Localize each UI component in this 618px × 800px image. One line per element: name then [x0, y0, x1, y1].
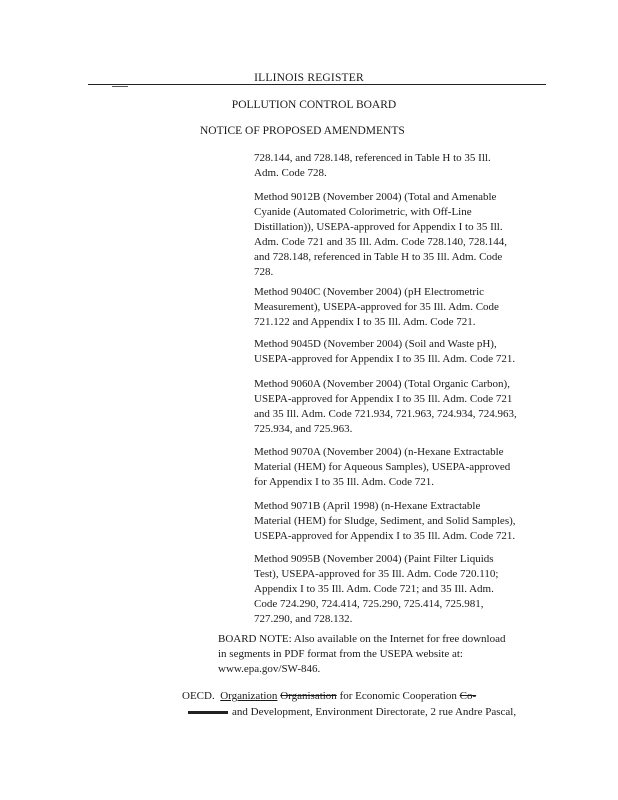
- text-line: Code 724.290, 724.414, 725.290, 725.414, 725.981,: [254, 598, 484, 610]
- text-line: for Appendix I to 35 Ill. Adm. Code 721.: [254, 476, 434, 488]
- text-line: Method 9070A (November 2004) (n-Hexane Extractable: [254, 446, 504, 458]
- text-line: Method 9012B (November 2004) (Total and Amenable: [254, 191, 497, 203]
- method-9095b: [254, 552, 554, 627]
- struck-out-mark: [188, 711, 228, 714]
- text-block-1: [254, 151, 554, 181]
- text-line: USEPA-approved for Appendix I to 35 Ill. Adm. Code 721: [254, 393, 513, 405]
- text-line: 728.144, and 728.148, referenced in Table H to 35 Ill.: [254, 152, 491, 164]
- text-line: and 728.148, referenced in Table H to 35 Ill. Adm. Code: [254, 251, 503, 263]
- text-line: USEPA-approved for Appendix I to 35 Ill. Adm. Code 721.: [254, 353, 516, 365]
- oecd-text: and Development, Environment Directorate, 2 rue Andre Pascal,: [232, 706, 517, 718]
- method-9060a: [254, 377, 554, 437]
- text-line: Adm. Code 721 and 35 Ill. Adm. Code 728.140, 728.144,: [254, 236, 507, 248]
- text-line: Distillation)), USEPA-approved for Appendix I to 35 Ill.: [254, 221, 503, 233]
- text-line: 721.122 and Appendix I to 35 Ill. Adm. Code 721.: [254, 316, 476, 328]
- text-line: 727.290, and 728.132.: [254, 613, 353, 625]
- text-line: and 35 Ill. Adm. Code 721.934, 721.963, 724.934, 724.963,: [254, 408, 517, 420]
- header-rule: [88, 84, 546, 85]
- text-line: Method 9060A (November 2004) (Total Organic Carbon),: [254, 378, 510, 390]
- text-line: Material (HEM) for Sludge, Sediment, and Solid Samples),: [254, 515, 516, 527]
- text-line: 725.934, and 725.963.: [254, 423, 353, 435]
- text-line: Method 9045D (November 2004) (Soil and Waste pH),: [254, 338, 497, 350]
- text-line: BOARD NOTE: Also available on the Internet for free download: [218, 633, 506, 645]
- board-title: POLLUTION CONTROL BOARD: [231, 99, 397, 111]
- oecd-abbr: OECD.: [182, 690, 215, 702]
- method-9070a: [254, 445, 554, 490]
- method-9045d: [254, 337, 554, 367]
- oecd-line-1: [182, 688, 562, 704]
- text-line: Material (HEM) for Aqueous Samples), USEPA-approved: [254, 461, 511, 473]
- text-line: Adm. Code 728.: [254, 167, 327, 179]
- method-9040c: [254, 285, 554, 330]
- text-line: www.epa.gov/SW-846.: [218, 663, 321, 675]
- deleted-text: Organisation: [280, 690, 337, 702]
- oecd-text: for Economic Cooperation: [339, 690, 457, 702]
- text-line: Test), USEPA-approved for 35 Ill. Adm. Code 720.110;: [254, 568, 499, 580]
- text-line: Method 9071B (April 1998) (n-Hexane Extractable: [254, 500, 481, 512]
- oecd-line-2: [182, 704, 562, 720]
- text-line: 728.: [254, 266, 274, 278]
- text-line: USEPA-approved for Appendix I to 35 Ill. Adm. Code 721.: [254, 530, 516, 542]
- board-note: [218, 632, 538, 677]
- text-line: Method 9095B (November 2004) (Paint Filter Liquids: [254, 553, 494, 565]
- text-line: Measurement), USEPA-approved for 35 Ill. Adm. Code: [254, 301, 499, 313]
- oecd-entry: [182, 688, 562, 720]
- register-title: ILLINOIS REGISTER: [254, 72, 364, 84]
- notice-title: NOTICE OF PROPOSED AMENDMENTS: [200, 125, 405, 137]
- text-line: Cyanide (Automated Colorimetric, with Off-Line: [254, 206, 472, 218]
- inserted-text: Organization: [220, 690, 278, 702]
- method-9012b: [254, 190, 554, 280]
- header-mark: [112, 86, 128, 87]
- text-line: Method 9040C (November 2004) (pH Electrometric: [254, 286, 485, 298]
- deleted-text: Co-: [459, 690, 477, 702]
- text-line: Appendix I to 35 Ill. Adm. Code 721; and 35 Ill. Adm.: [254, 583, 494, 595]
- method-9071b: [254, 499, 554, 544]
- text-line: in segments in PDF format from the USEPA website at:: [218, 648, 463, 660]
